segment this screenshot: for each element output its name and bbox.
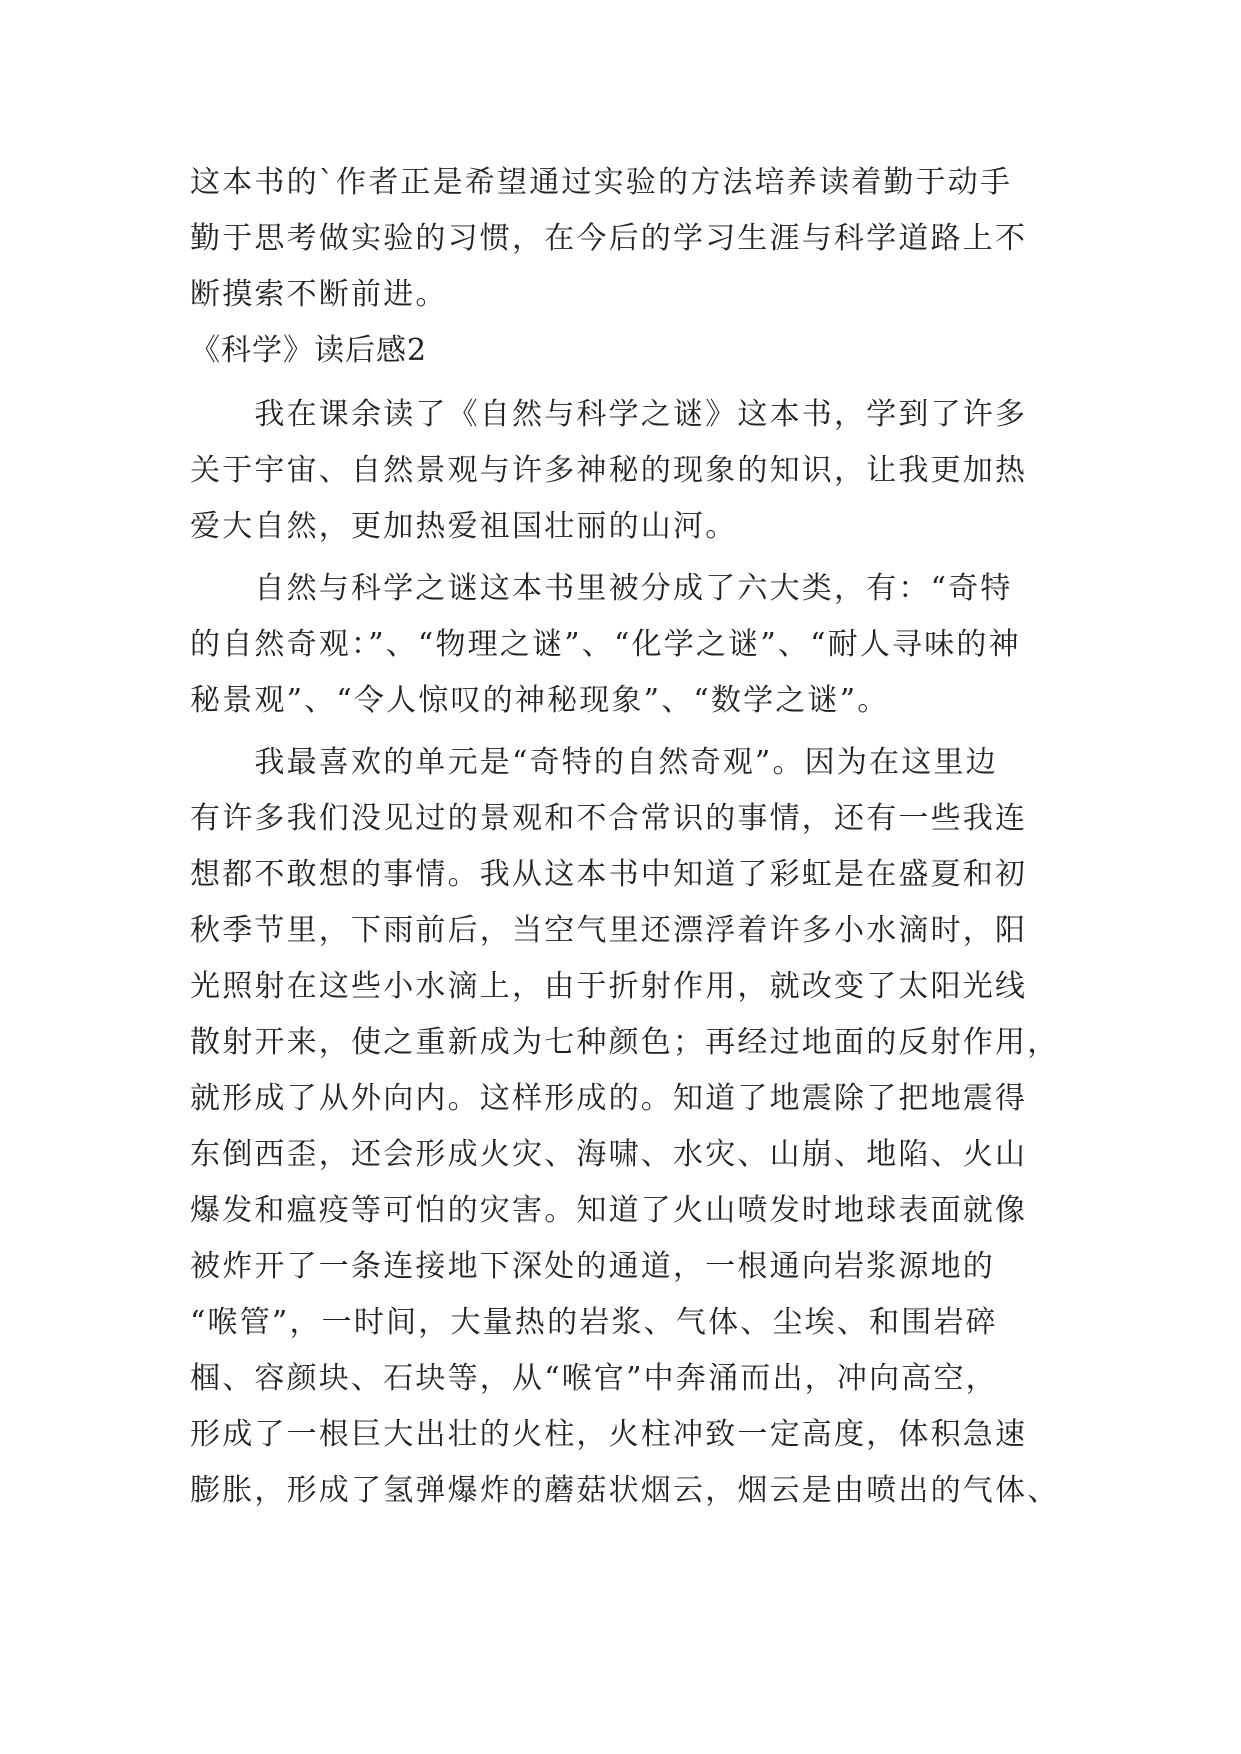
section-title: 《科学》读后感2 <box>190 333 428 368</box>
text-line: 秘景观”、“令人惊叹的神秘现象”、“数学之谜”。 <box>190 683 890 718</box>
text-line: 勤于思考做实验的习惯，在今后的学习生涯与科学道路上不 <box>190 221 1028 256</box>
text-line: 我在课余读了《自然与科学之谜》这本书，学到了许多 <box>190 397 1028 432</box>
text-line: 断摸索不断前进。 <box>190 277 448 312</box>
text-line: 形成了一根巨大出壮的火柱，火柱冲致一定高度，体积急速 <box>190 1417 1028 1452</box>
text-line: 就形成了从外向内。这样形成的。知道了地震除了把地震得 <box>190 1081 1028 1116</box>
text-line: 的自然奇观：”、“物理之谜”、“化学之谜”、“耐人寻味的神 <box>190 627 1021 662</box>
text-line: 有许多我们没见过的景观和不合常识的事情，还有一些我连 <box>190 801 1028 836</box>
text-line: 爆发和瘟疫等可怕的灾害。知道了火山喷发时地球表面就像 <box>190 1193 1028 1228</box>
text-line: 自然与科学之谜这本书里被分成了六大类，有：“奇特 <box>190 571 1013 606</box>
text-line: “喉管”，一时间，大量热的岩浆、气体、尘埃、和围岩碎 <box>190 1305 998 1340</box>
document-body <box>190 155 1060 1519</box>
text-line: 膨胀，形成了氢弹爆炸的蘑菇状烟云，烟云是由喷出的气体、 <box>190 1473 1060 1508</box>
paragraph-2 <box>190 561 1052 729</box>
text-line: 东倒西歪，还会形成火灾、海啸、水灾、山崩、地陷、火山 <box>190 1137 1028 1172</box>
text-line: 光照射在这些小水滴上，由于折射作用，就改变了太阳光线 <box>190 969 1028 1004</box>
paragraph-3 <box>190 735 1060 1519</box>
text-line: 这本书的`作者正是希望通过实验的方法培养读着勤于动手 <box>190 165 1013 200</box>
text-line: 想都不敢想的事情。我从这本书中知道了彩虹是在盛夏和初 <box>190 857 1028 892</box>
text-line: 被炸开了一条连接地下深处的通道，一根通向岩浆源地的 <box>190 1249 995 1284</box>
paragraph-1 <box>190 387 1052 555</box>
text-line: 关于宇宙、自然景观与许多神秘的现象的知识，让我更加热 <box>190 453 1028 488</box>
text-line: 散射开来，使之重新成为七种颜色；再经过地面的反射作用， <box>190 1025 1060 1060</box>
text-line: 秋季节里，下雨前后，当空气里还漂浮着许多小水滴时，阳 <box>190 913 1028 948</box>
text-line: 椢、容颜块、石块等，从“喉官”中奔涌而出，冲向高空， <box>190 1361 998 1396</box>
text-line: 爱大自然，更加热爱祖国壮丽的山河。 <box>190 509 738 544</box>
text-line: 我最喜欢的单元是“奇特的自然奇观”。因为在这里边 <box>190 745 998 780</box>
paragraph-continuation <box>190 155 1052 323</box>
